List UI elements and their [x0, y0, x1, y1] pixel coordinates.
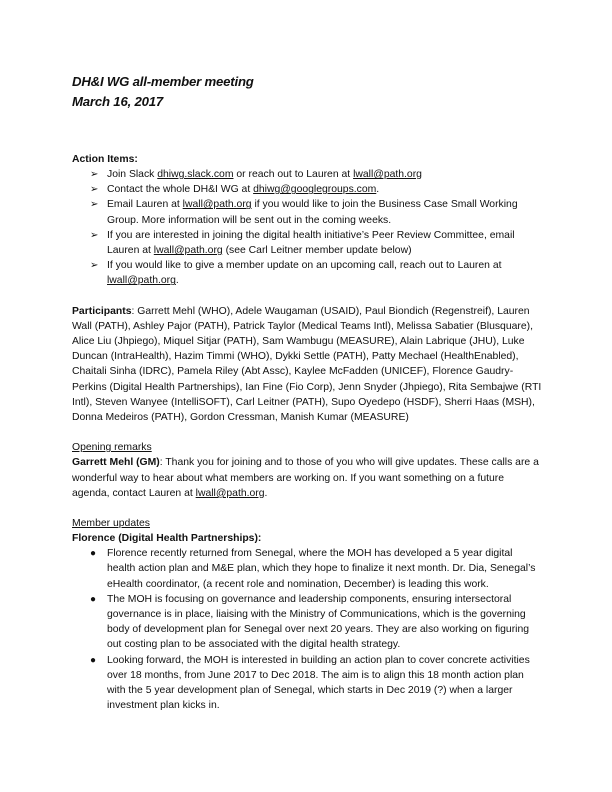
action-item: ➢ If you would like to give a member update on an upcoming call, reach out to Lauren at lwall@path.org. [90, 260, 502, 287]
email-link[interactable]: lwall@path.org [195, 487, 265, 499]
update-item: ● The MOH is focusing on governance and leadership components, ensuring intersectoral governance is in place, liaising with the Ministry of Communications, which is the governing body of development plan for Senegal over next 20 years. They are also working on figuring out costing plan to be associated with the digital health strategy. [90, 593, 530, 651]
participants-list: : Garrett Mehl (WHO), Adele Waugaman (USAID), Paul Biondich (Regenstreif), Lauren Wall (PATH), Ashley Pajor (PATH), Patrick Taylor (Medical Teams Intl), Melissa Sabatier (Blusquare), Alice Liu (Jhpiego), Miquel Sitjar (PATH), Sam Wambugu (MEASURE), Alain Labrique (JHU), Luke Duncan (IntraHealth), Hazim Timmi (WHO), Dykki Settle (PATH), Patty Mechael (HealthEnabled), Chaitali Sinha (IDRC), Pamela Riley (Abt Assc), Kaylee McFadden (UNICEF), Florence Gaudry-Perkins (Digital Health Partnerships), Ian Fine (Fio Corp), Jenn Snyder (Jhpiego), Rita Sembajwe (RTI Intl), Steven Wanyee (IntelliSOFT), Carl Leitner (PATH), Supo Oyedepo (HSDF), Sherri Haas (MSH), Donna Medeiros (PATH), Gordon Cressman, Manish Kumar (MEASURE) [72, 305, 542, 424]
member-updates-heading: Member updates [72, 518, 150, 530]
arrow-bullet-icon: ➢ [90, 199, 99, 211]
action-items-heading: Action Items: [72, 154, 138, 165]
dot-bullet-icon: ● [90, 593, 97, 605]
participants-paragraph [72, 304, 542, 426]
update-item: ● Florence recently returned from Senegal, where the MOH has developed a 5 year digital health action plan and M&E plan, which they hope to finalize it next month. Dr. Dia, Senegal’s eHealth coordinator, (a recent role and nomination, December) is leading this work. [90, 548, 536, 590]
arrow-bullet-icon: ➢ [90, 260, 99, 272]
document-title: DH&I WG all-member meeting [72, 74, 254, 89]
dot-bullet-icon: ● [90, 654, 97, 666]
florence-update-heading: Florence (Digital Health Partnerships): [72, 533, 262, 545]
email-link[interactable]: lwall@path.org [353, 169, 422, 180]
action-item: ➢ Contact the whole DH&I WG at dhiwg@googlegroups.com. [90, 182, 542, 197]
email-link[interactable]: lwall@path.org [182, 199, 252, 211]
opening-remarks-paragraph: Garrett Mehl (GM): Thank you for joining and to those of you who will give updates. These calls are a wonderful way to hear about what members are working on. If you want something on a future agenda, contact Lauren at lwall@path.org. [72, 457, 539, 499]
arrow-bullet-icon: ➢ [90, 184, 99, 196]
participants-label: Participants [72, 305, 132, 317]
document-page [72, 72, 542, 714]
email-link[interactable]: lwall@path.org [107, 275, 176, 287]
slack-link[interactable]: dhiwg.slack.com [157, 169, 234, 180]
speaker-name: Garrett Mehl (GM) [72, 457, 160, 469]
email-link[interactable]: lwall@path.org [153, 245, 223, 257]
participants-section [72, 304, 542, 426]
arrow-bullet-icon: ➢ [90, 169, 99, 180]
action-item: ➢ If you are interested in joining the digital health initiative’s Peer Review Committee, email Lauren at lwall@path.org (see Carl Leitner member update below) [90, 229, 515, 257]
update-item: ● Looking forward, the MOH is interested in building an action plan to cover concrete activities over 18 months, from June 2017 to Dec 2018. The aim is to align this 18 month action plan with the 5 year development plan of Senegal, which starts in Dec 2019 (?) when a larger investment plan kicks in. [90, 654, 530, 712]
action-item: ➢ Email Lauren at lwall@path.org if you would like to join the Business Case Small Working Group. More information will be sent out in the coming weeks. [90, 199, 518, 226]
member-updates-section [72, 516, 542, 713]
action-items-list [72, 167, 542, 289]
document-date: March 16, 2017 [72, 94, 164, 109]
google-group-link[interactable]: dhiwg@googlegroups.com [253, 184, 377, 196]
document-header [72, 72, 542, 112]
arrow-bullet-icon: ➢ [90, 229, 99, 241]
florence-update-list [72, 546, 542, 713]
dot-bullet-icon: ● [90, 548, 97, 560]
action-items-section [72, 152, 542, 289]
action-item: ➢ Join Slack dhiwg.slack.com or reach out to Lauren at lwall@path.org [90, 167, 542, 182]
opening-remarks-heading: Opening remarks [72, 442, 152, 454]
opening-remarks-section [72, 440, 542, 501]
